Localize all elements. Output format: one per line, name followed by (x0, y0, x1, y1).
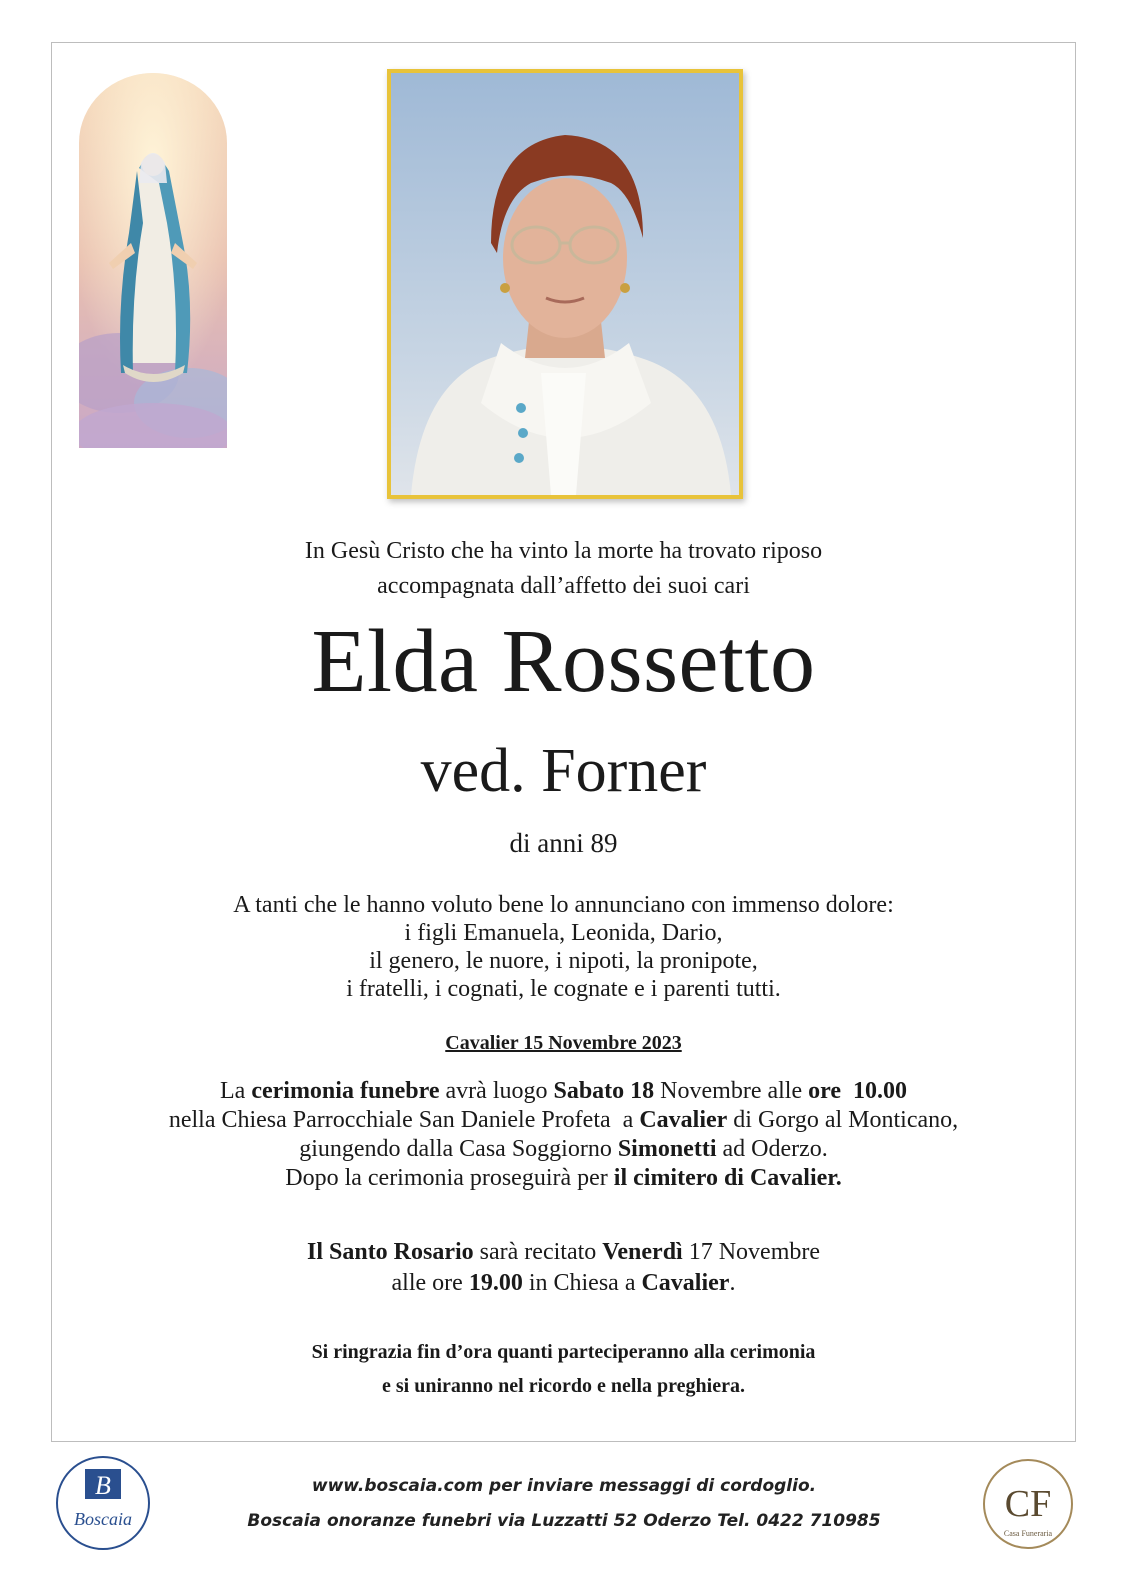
thanks-line-1: Si ringrazia fin d’ora quanti parteciperanno alla cerimonia (311, 1341, 816, 1363)
footer-website: www.boscaia.com per inviare messaggi di cordoglio. (311, 1476, 817, 1496)
rosary-line: Il Santo Rosario sarà recitato Venerdì 17 Novembre (306, 1239, 821, 1265)
madonna-image (79, 73, 227, 448)
intro-text (51, 534, 1076, 604)
boscaia-logo (55, 1455, 151, 1551)
thanks-line-2: e si uniranno nel ricordo e nella preghiera. (382, 1375, 745, 1397)
ceremony-line: nella Chiesa Parrocchiale San Daniele Profeta a Cavalier di Gorgo al Monticano, (168, 1107, 959, 1133)
ceremony-line: giungendo dalla Casa Soggiorno Simonetti ad Oderzo. (299, 1136, 828, 1162)
place-date-text: Cavalier 15 Novembre 2023 (445, 1032, 682, 1054)
announcement-line: i figli Emanuela, Leonida, Dario, (404, 920, 723, 946)
casa-funeraria-logo (980, 1458, 1076, 1554)
announcement (51, 891, 1076, 1003)
place-date (51, 1031, 1076, 1055)
ceremony-details (51, 1077, 1076, 1193)
ceremony-line: La cerimonia funebre avrà luogo Sabato 18 Novembre alle ore 10.00 (220, 1078, 907, 1104)
casa-funeraria-wordmark: Casa Funeraria (1003, 1529, 1053, 1538)
boscaia-monogram: B (95, 1471, 111, 1500)
boscaia-wordmark: Boscaia (74, 1509, 132, 1529)
announcement-line: il genero, le nuore, i nipoti, la pronipote, (369, 948, 758, 974)
ceremony-line: Dopo la cerimonia proseguirà per il cimitero di Cavalier. (285, 1165, 842, 1191)
footer-address: Boscaia onoranze funebri via Luzzatti 52 Oderzo Tel. 0422 710985 (247, 1511, 881, 1531)
rosary-details (51, 1237, 1076, 1299)
intro-line-1: In Gesù Cristo che ha vinto la morte ha trovato riposo (304, 538, 823, 564)
announcement-line: A tanti che le hanno voluto bene lo annunciano con immenso dolore: (233, 892, 894, 918)
rosary-line: alle ore 19.00 in Chiesa a Cavalier. (391, 1270, 736, 1296)
portrait-photo (387, 69, 743, 499)
intro-line-2: accompagnata dall’affetto dei suoi cari (377, 573, 750, 599)
casa-funeraria-monogram: CF (1004, 1483, 1052, 1525)
deceased-name: Elda Rossetto (311, 612, 816, 711)
thanks-text (51, 1335, 1076, 1403)
widow-of: ved. Forner (420, 737, 707, 805)
deceased-age: di anni 89 (509, 828, 618, 858)
announcement-line: i fratelli, i cognati, le cognate e i parenti tutti. (346, 976, 781, 1002)
